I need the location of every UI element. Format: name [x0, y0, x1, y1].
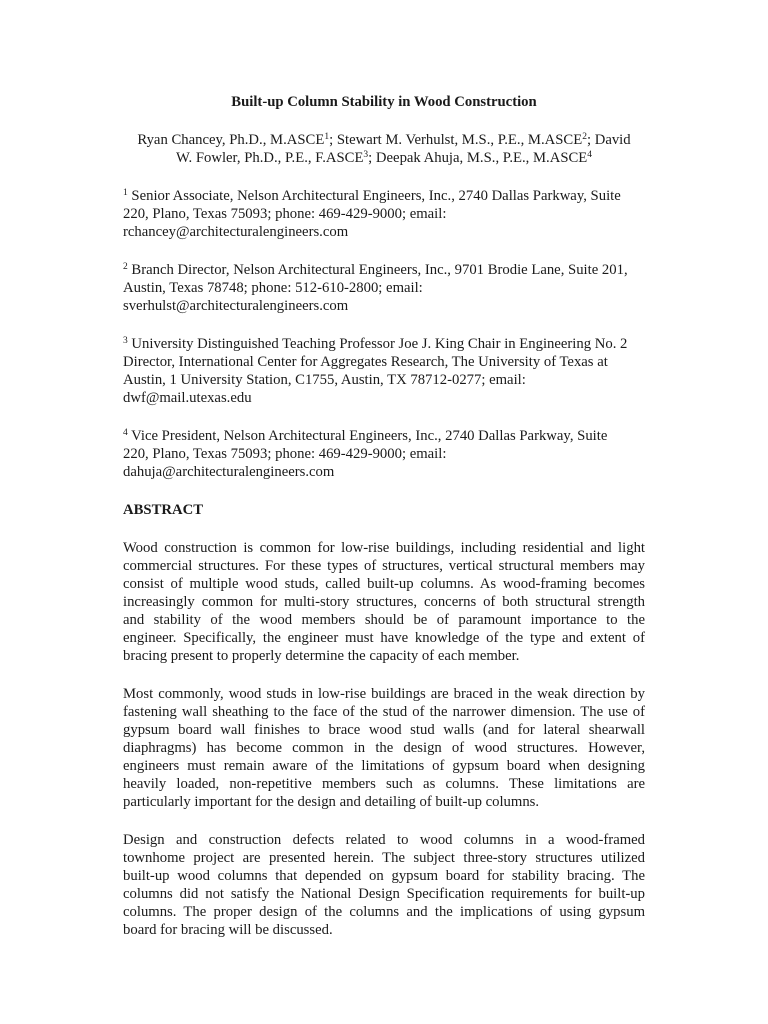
- paragraph-line: engineer. Specifically, the engineer must have knowledge of the type and extent of: [123, 630, 645, 646]
- affiliation-marker: 1: [324, 132, 330, 142]
- paragraph-line: Most commonly, wood studs in low-rise buildings are braced in the weak direction by: [123, 686, 645, 702]
- author-name: ; Deepak Ahuja, M.S., P.E., M.ASCE: [368, 150, 588, 166]
- affiliation-email: rchancey@architecturalengineers.com: [123, 224, 349, 240]
- affiliation-email: sverhulst@architecturalengineers.com: [123, 298, 349, 314]
- affiliation-line: $^1$ Senior Associate, Nelson Architectural Engineers, Inc., 2740 Dallas Parkway, Suite: [123, 188, 621, 204]
- affiliation-2: [123, 261, 645, 315]
- affiliation-number: 2: [123, 262, 128, 272]
- paragraph-line: fastening wall sheathing to the face of the stud of the narrower dimension. The use of: [123, 704, 645, 720]
- affiliation-email: dwf@mail.utexas.edu: [123, 390, 252, 406]
- paragraph-line: commercial structures. For these types of structures, vertical structural members may: [123, 558, 645, 574]
- author-line: [123, 149, 645, 167]
- paragraph-line: engineers must remain aware of the limitations of gypsum board when designing: [123, 758, 645, 774]
- affiliation-line: Austin, 1 University Station, C1755, Austin, TX 78712-0277; email:: [123, 372, 526, 388]
- affiliation-marker: 4: [587, 150, 593, 160]
- paragraph-line: townhome project are presented herein. The subject three-story structures utilized: [123, 850, 645, 866]
- affiliation-email: dahuja@architecturalengineers.com: [123, 464, 335, 480]
- affiliation-line: $^3$ University Distinguished Teaching Professor Joe J. King Chair in Engineering No. 2: [123, 336, 628, 352]
- paragraph-line: board for bracing will be discussed.: [123, 922, 333, 938]
- affiliation-4: [123, 427, 645, 481]
- paragraph-line: Wood construction is common for low-rise buildings, including residential and light: [123, 540, 645, 556]
- affiliation-number: 4: [123, 428, 128, 438]
- paragraph-line: bracing present to properly determine the capacity of each member.: [123, 648, 520, 664]
- abstract-heading: ABSTRACT: [123, 502, 203, 518]
- affiliation-line: Director, International Center for Aggregates Research, The University of Texas at: [123, 354, 608, 370]
- paragraph-line: columns did not satisfy the National Design Specification requirements for built-up: [123, 886, 645, 902]
- paragraph-line: consist of multiple wood studs, called built-up columns. As wood-framing becomes: [123, 576, 645, 592]
- affiliation-number: 1: [123, 188, 128, 198]
- affiliation-line: 220, Plano, Texas 75093; phone: 469-429-9000; email:: [123, 446, 447, 462]
- paragraph-line: heavily loaded, non-repetitive members such as columns. These limitations are: [123, 776, 645, 792]
- abstract-paragraph-1: [123, 539, 645, 665]
- affiliation-line: $^2$ Branch Director, Nelson Architectural Engineers, Inc., 9701 Brodie Lane, Suite 201,: [123, 262, 628, 278]
- author-name: ; David: [586, 132, 631, 148]
- abstract-paragraph-3: [123, 831, 645, 939]
- abstract-paragraph-2: [123, 685, 645, 811]
- author-line: [123, 131, 645, 149]
- author-name: Ryan Chancey, Ph.D., M.ASCE: [137, 132, 325, 148]
- paragraph-line: columns. The proper design of the columns and the implications of using gypsum: [123, 904, 645, 920]
- affiliation-number: 3: [123, 336, 128, 346]
- author-list: [123, 131, 645, 167]
- paragraph-line: increasingly common for multi-story structures, concerns of both structural strength: [123, 594, 645, 610]
- affiliation-marker: 2: [582, 132, 587, 142]
- affiliation-marker: 3: [363, 150, 369, 160]
- paragraph-line: diaphragms) has become common in the design of wood structures. However,: [123, 740, 645, 756]
- paper-title: Built-up Column Stability in Wood Construction: [231, 94, 537, 110]
- paragraph-line: gypsum board wall finishes to brace wood stud walls (and for lateral shearwall: [123, 722, 645, 738]
- paragraph-line: built-up wood columns that depended on gypsum board for stability bracing. The: [123, 868, 645, 884]
- paragraph-line: particularly important for the design and detailing of built-up columns.: [123, 794, 540, 810]
- paragraph-line: and stability of the wood members should be of paramount importance to the: [123, 612, 645, 628]
- affiliation-line: 220, Plano, Texas 75093; phone: 469-429-9000; email:: [123, 206, 447, 222]
- affiliation-line: $^4$ Vice President, Nelson Architectural Engineers, Inc., 2740 Dallas Parkway, Suite: [123, 428, 608, 444]
- paragraph-line: Design and construction defects related to wood columns in a wood-framed: [123, 832, 645, 848]
- affiliation-3: [123, 335, 645, 407]
- affiliation-line: Austin, Texas 78748; phone: 512-610-2800; email:: [123, 280, 423, 296]
- author-name: ; Stewart M. Verhulst, M.S., P.E., M.ASCE: [329, 132, 583, 148]
- author-name: W. Fowler, Ph.D., P.E., F.ASCE: [175, 150, 364, 166]
- affiliation-1: [123, 187, 645, 241]
